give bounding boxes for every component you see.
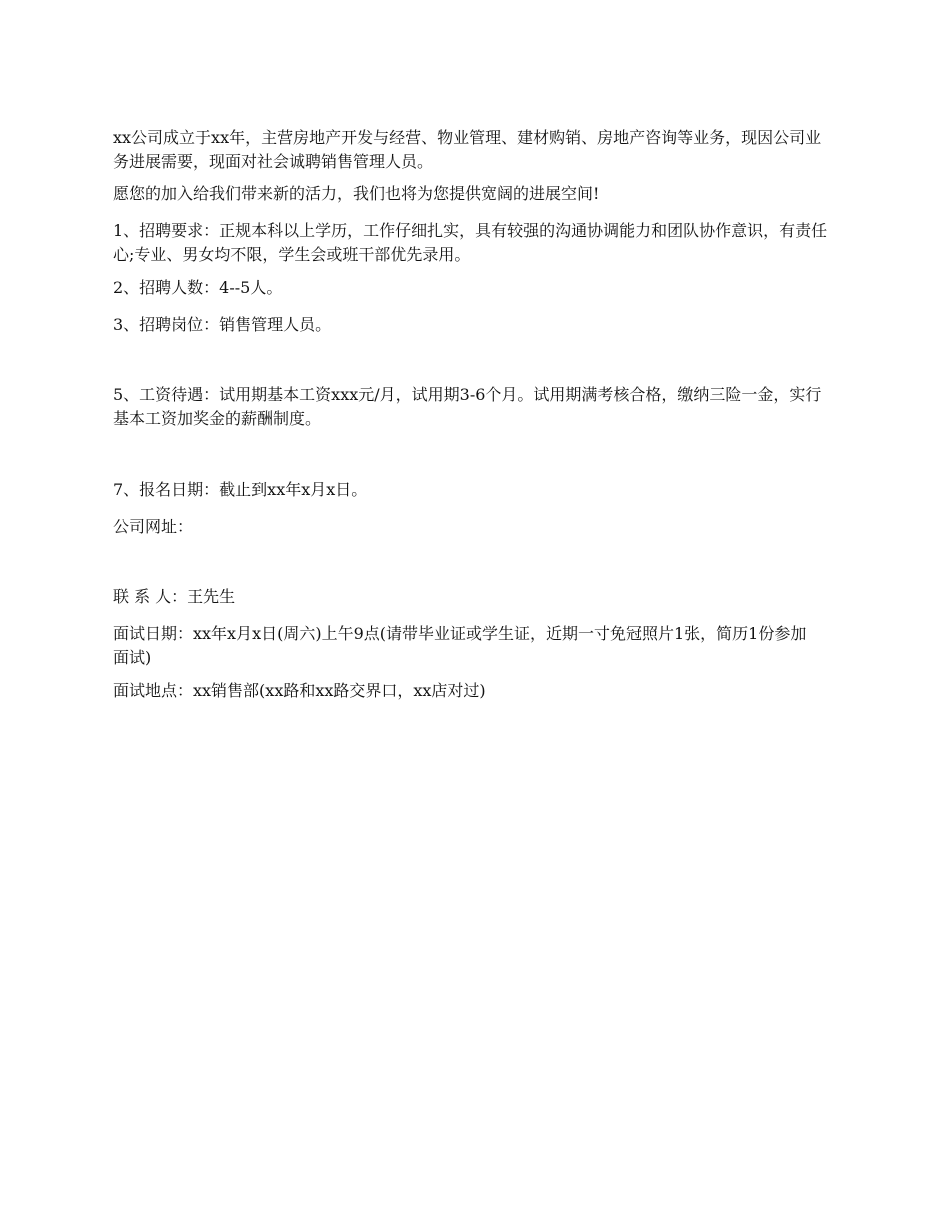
paragraph-deadline: 7、报名日期：截止到xx年x月x日。 (113, 480, 368, 499)
paragraph-salary: 5、工资待遇：试用期基本工资xxx元/月，试用期3-6个月。试用期满考核合格，缴纳三险一金，实行基本工资加奖金的薪酬制度。 (113, 385, 822, 428)
paragraph-website: 公司网址： (113, 517, 194, 536)
paragraph-headcount: 2、招聘人数：4--5人。 (113, 278, 283, 297)
paragraph-company-intro: xx公司成立于xx年，主营房地产开发与经营、物业管理、建材购销、房地产咨询等业务，现因公司业务进展需要，现面对社会诚聘销售管理人员。 (113, 128, 822, 171)
paragraph-contact: 联 系 人：王先生 (113, 587, 236, 606)
paragraph-interview-date: 面试日期：xx年x月x日(周六)上午9点(请带毕业证或学生证，近期一寸免冠照片1张，简历1份参加面试) (113, 624, 807, 667)
paragraph-welcome: 愿您的加入给我们带来新的活力，我们也将为您提供宽阔的进展空间! (113, 184, 600, 203)
paragraph-requirements: 1、招聘要求：正规本科以上学历，工作仔细扎实，具有较强的沟通协调能力和团队协作意识，有责任心;专业、男女均不限，学生会或班干部优先录用。 (113, 221, 828, 264)
paragraph-interview-location: 面试地点：xx销售部(xx路和xx路交界口，xx店对过) (113, 681, 486, 700)
paragraph-position: 3、招聘岗位：销售管理人员。 (113, 315, 332, 334)
